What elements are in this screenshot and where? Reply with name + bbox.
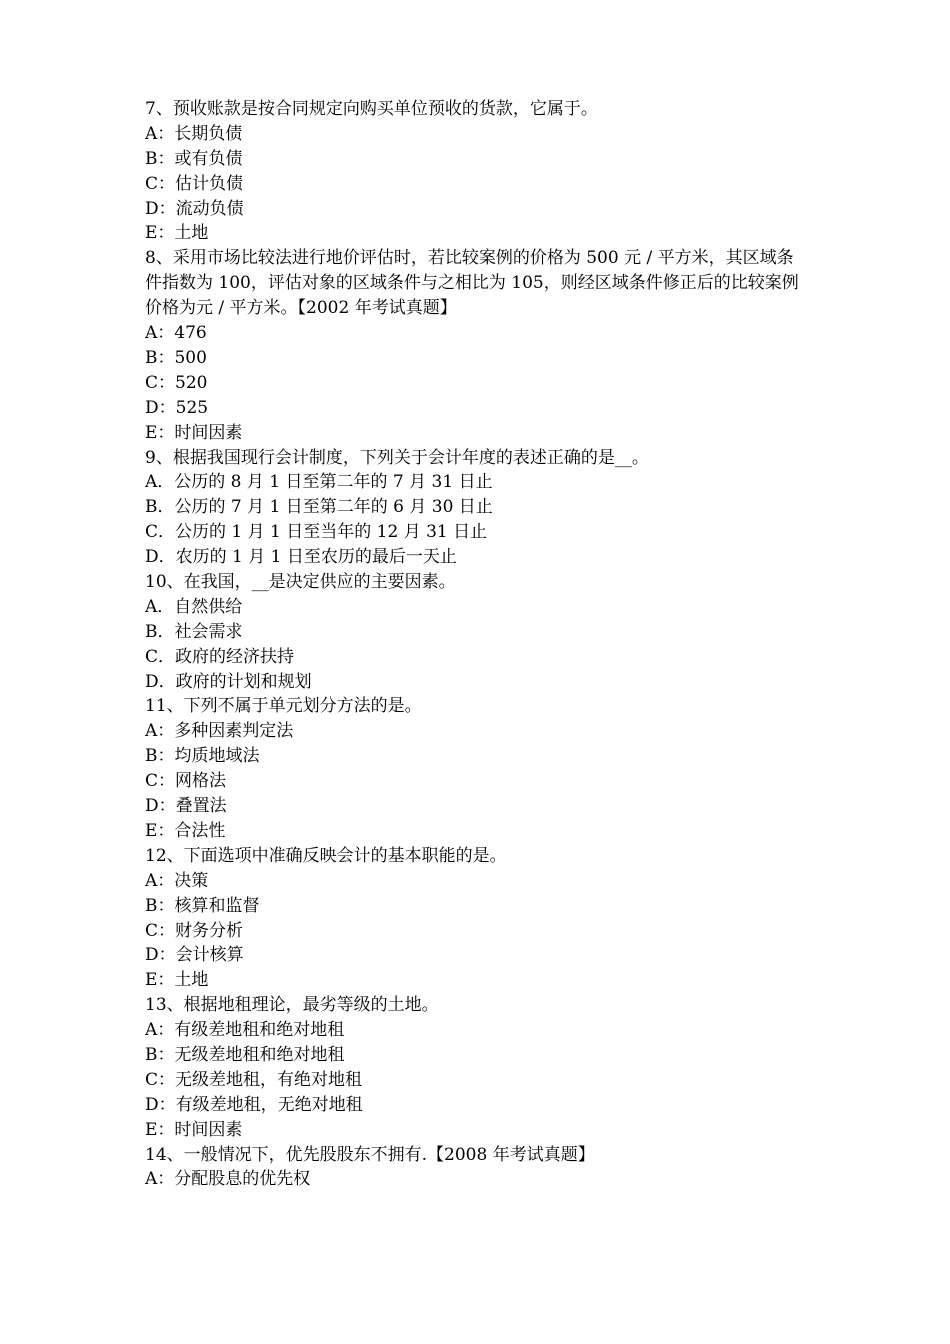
question-10-option-d: D．政府的计划和规划 <box>145 671 312 692</box>
question-8-option-d: D：525 <box>145 397 209 418</box>
question-8-option-c: C：520 <box>145 372 208 393</box>
question-8-option-e: E：时间因素 <box>145 422 243 443</box>
question-9-stem: 9、根据我国现行会计制度，下列关于会计年度的表述正确的是__。 <box>145 447 649 468</box>
question-13-stem: 13、根据地租理论，最劣等级的土地。 <box>145 995 439 1016</box>
question-13-option-b: B：无级差地租和绝对地租 <box>145 1044 345 1065</box>
question-7-option-e: E：土地 <box>145 223 209 244</box>
question-14-option-a: A：分配股息的优先权 <box>145 1169 311 1190</box>
question-14-stem: 14、一般情况下，优先股股东不拥有.【2008 年考试真题】 <box>145 1144 595 1165</box>
question-13-option-c: C：无级差地租，有绝对地租 <box>145 1069 363 1090</box>
question-10-stem: 10、在我国，__是决定供应的主要因素。 <box>145 572 456 592</box>
question-11-stem: 11、下列不属于单元划分方法的是。 <box>145 696 422 717</box>
question-9-option-a: A．公历的 8 月 1 日至第二年的 7 月 31 日止 <box>145 472 493 493</box>
question-7-option-a: A：长期负债 <box>145 123 243 144</box>
question-13-option-d: D：有级差地租，无绝对地租 <box>145 1094 363 1115</box>
question-12-option-d: D：会计核算 <box>145 945 244 966</box>
question-11-option-d: D：叠置法 <box>145 796 227 817</box>
question-7-stem: 7、预收账款是按合同规定向购买单位预收的货款，它属于。 <box>145 99 598 119</box>
question-10-option-b: B．社会需求 <box>145 621 243 642</box>
question-7-option-d: D：流动负债 <box>145 198 244 219</box>
question-13-option-e: E：时间因素 <box>145 1119 243 1140</box>
question-11-option-c: C：网格法 <box>145 771 227 792</box>
question-11-option-e: E：合法性 <box>145 820 226 841</box>
question-10-option-c: C．政府的经济扶持 <box>145 646 295 667</box>
question-12-option-b: B：核算和监督 <box>145 895 260 916</box>
question-7-option-c: C：估计负债 <box>145 173 244 194</box>
question-11-option-a: A：多种因素判定法 <box>145 721 294 742</box>
question-9-option-d: D．农历的 1 月 1 日至农历的最后一天止 <box>145 547 457 568</box>
question-8-stem: 8、采用市场比较法进行地价评估时，若比较案例的价格为 500 元 / 平方米，其区域条件指数为 100，评估对象的区域条件与之相比为 105，则经区域条件修正后的比较案例价格为元 / 平方米。【2002 年考试真题】 <box>145 248 799 319</box>
question-8-option-a: A：476 <box>145 323 207 344</box>
question-12-option-e: E：土地 <box>145 970 209 991</box>
question-11-option-b: B：均质地域法 <box>145 746 260 767</box>
question-12-option-a: A：决策 <box>145 870 209 891</box>
question-13-option-a: A：有级差地租和绝对地租 <box>145 1020 345 1041</box>
question-9-option-c: C．公历的 1 月 1 日至当年的 12 月 31 日止 <box>145 522 488 543</box>
document-page <box>145 97 810 1192</box>
question-12-option-c: C：财务分析 <box>145 920 244 941</box>
question-8-option-b: B：500 <box>145 347 207 368</box>
question-9-option-b: B．公历的 7 月 1 日至第二年的 6 月 30 日止 <box>145 497 493 518</box>
question-10-option-a: A．自然供给 <box>145 596 243 617</box>
question-12-stem: 12、下面选项中准确反映会计的基本职能的是。 <box>145 845 507 866</box>
question-7-option-b: B：或有负债 <box>145 148 243 169</box>
